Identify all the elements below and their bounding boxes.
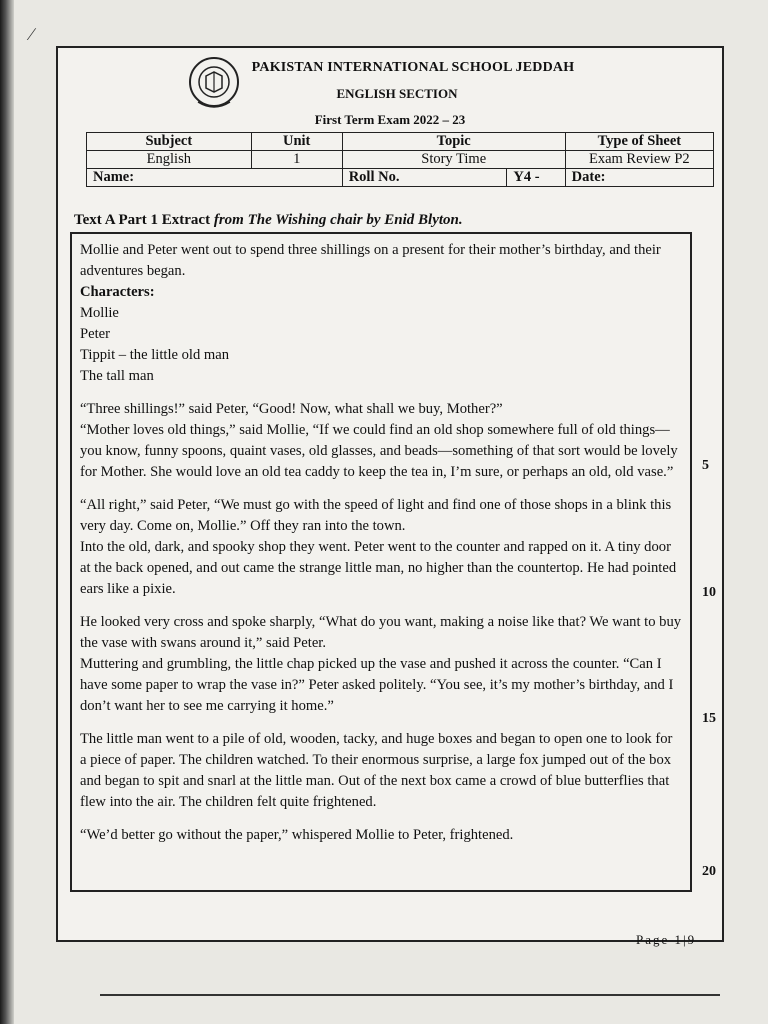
story-intro: Mollie and Peter went out to spend three shillings on a present for their mother’s birthday, and their adventures began.: [80, 242, 661, 279]
part-title-source: from The Wishing chair by Enid Blyton.: [213, 212, 463, 228]
part-title-prefix: Text A Part 1 Extract: [74, 212, 214, 228]
part-title: [74, 212, 463, 229]
page-number: Page 1|9: [636, 932, 697, 947]
topic-header: Topic: [342, 133, 565, 151]
unit-header: Unit: [251, 133, 342, 151]
exam-title: First Term Exam 2022 – 23: [314, 112, 466, 127]
characters-label: Characters:: [80, 284, 155, 300]
name-field[interactable]: Name:: [87, 169, 343, 187]
topic-value: Story Time: [342, 151, 565, 169]
type-header: Type of Sheet: [565, 133, 713, 151]
line-number: 15: [702, 711, 716, 726]
story-paragraph: “All right,” said Peter, “We must go with the speed of light and find one of those shops in a blink this very day. Come on, Mollie.” Off they ran into the town.: [80, 497, 672, 534]
story-paragraph: He looked very cross and spoke sharply, “What do you want, making a noise like that? We want to buy the vase with swans around it,” said Peter.: [80, 614, 682, 651]
story-box: [70, 232, 692, 892]
sheet-header: [58, 60, 722, 128]
exam-sheet: [56, 46, 724, 942]
subject-value: English: [87, 151, 252, 169]
character-item: Mollie: [80, 305, 119, 321]
year-field[interactable]: Y4 -: [507, 169, 565, 187]
pen-mark: ∕: [30, 24, 34, 44]
roll-no-field[interactable]: Roll No.: [342, 169, 507, 187]
story-paragraph: “Mother loves old things,” said Mollie, “If we could find an old shop somewhere full of old things—you know, funny spoons, quaint vases, old glasses, and beads—something of that sort would be lovely for Mother. She would love an old tea caddy to keep the tea in, I’m sure, or perhaps an old, old vase.”: [80, 422, 678, 480]
line-number: 5: [702, 458, 709, 473]
story-paragraph: Into the old, dark, and spooky shop they went. Peter went to the counter and rapped on it. A tiny door at the back opened, and out came the strange little man, no higher than the countertop. He had pointed ears like a pixie.: [80, 539, 677, 597]
story-paragraph: The little man went to a pile of old, wooden, tacky, and huge boxes and began to open one to look for a piece of paper. The children watched. To their enormous surprise, a large fox jumped out of the box and began to spit and snarl at the little man. Out of the next box came a crowd of blue butterflies that flew into the air. The children felt quite frightened.: [80, 731, 673, 810]
story-paragraph: “Three shillings!” said Peter, “Good! Now, what shall we buy, Mother?”: [80, 401, 503, 417]
character-item: The tall man: [80, 368, 154, 384]
story-paragraph: “We’d better go without the paper,” whispered Mollie to Peter, frightened.: [80, 827, 514, 843]
date-field[interactable]: Date:: [565, 169, 713, 187]
type-value: Exam Review P2: [565, 151, 713, 169]
bottom-rule: [100, 994, 720, 996]
subject-header: Subject: [87, 133, 252, 151]
unit-value: 1: [251, 151, 342, 169]
character-item: Peter: [80, 326, 110, 342]
school-name: PAKISTAN INTERNATIONAL SCHOOL JEDDAH: [251, 60, 575, 75]
line-number: 10: [702, 585, 716, 600]
info-table: [86, 132, 714, 187]
line-number: 20: [702, 864, 716, 879]
character-item: Tippit – the little old man: [80, 347, 230, 363]
scan-left-edge: [0, 0, 14, 1024]
section-name: ENGLISH SECTION: [336, 86, 458, 101]
story-paragraph: Muttering and grumbling, the little chap picked up the vase and pushed it across the counter. “Can I have some paper to wrap the vase in?” Peter asked politely. “You see, it’s my mother’s birthday, and I don’t want her to see me carrying it home.”: [80, 656, 674, 714]
